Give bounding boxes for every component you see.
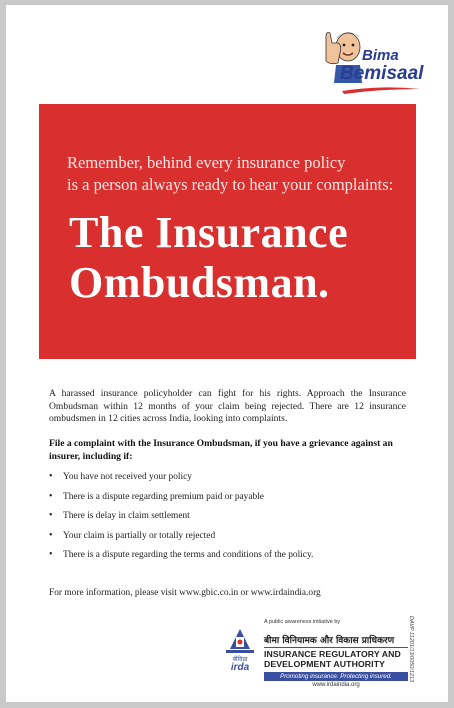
list-item: • There is delay in claim settlement [49,510,190,521]
bullet-icon: • [49,471,53,482]
list-item: • Your claim is partially or totally rejected [49,529,216,541]
complaint-subheading: File a complaint with the Insurance Ombudsman, if you have a grievance against an insurer, including if: [49,438,393,462]
headline-line-1: The Insurance [69,208,349,257]
irda-block [220,619,412,691]
initiative-label: A public awareness initiative by [264,619,341,625]
advertisement-page [6,5,448,702]
irda-url: www.irdaindia.org [312,682,360,688]
bima-bemisaal-logo [322,23,422,95]
emblem-text: irda [230,662,250,671]
bullet-icon: • [49,510,53,521]
list-item: • There is a dispute regarding premium paid or payable [49,490,264,502]
bullet-icon: • [49,529,53,541]
irda-emblem-icon [220,627,260,671]
banner-lead-line-2: is a person always ready to hear your complaints: [67,175,394,194]
banner-headline [69,208,409,308]
list-item: • There is a dispute regarding the terms and conditions of the policy. [49,549,314,560]
banner-lead-line-1: Remember, behind every insurance policy [67,153,346,172]
irda-divider [264,647,408,648]
grievance-list [49,471,409,569]
irda-english-name [264,649,414,670]
bullet-icon: • [49,490,53,502]
logo-text-bima: Bima [362,47,399,64]
more-info-text: For more information, please visit www.gbic.co.in or www.irdaindia.org [49,588,321,598]
banner-lead-text [67,152,407,196]
headline-line-2: Ombudsman. [69,258,330,307]
list-item: • You have not received your policy [49,471,192,482]
logo-swoosh [340,85,422,95]
irda-tagline: Promoting insurance. Protecting insured. [264,672,408,681]
irda-hindi-name: बीमा विनियामक और विकास प्राधिकरण [264,636,395,646]
intro-paragraph: A harassed insurance policyholder can fight for his rights. Approach the Insurance Ombudsman within 12 months of your claim being rejected. There are 12 insurance ombudsmen in 12 cities across India, looking into complaints. [49,388,406,425]
logo-text-bemisaal: Bemisaal [340,63,424,84]
bullet-icon: • [49,549,53,560]
svg-text:बीविप्रा: बीविप्रा [232,656,248,663]
red-banner [39,104,416,359]
irda-name-line-2: DEVELOPMENT AUTHORITY [264,659,385,670]
davp-code: DAVP 11201/13/0050/1213 [408,616,414,683]
irda-name-line-1: INSURANCE REGULATORY AND [264,649,401,659]
